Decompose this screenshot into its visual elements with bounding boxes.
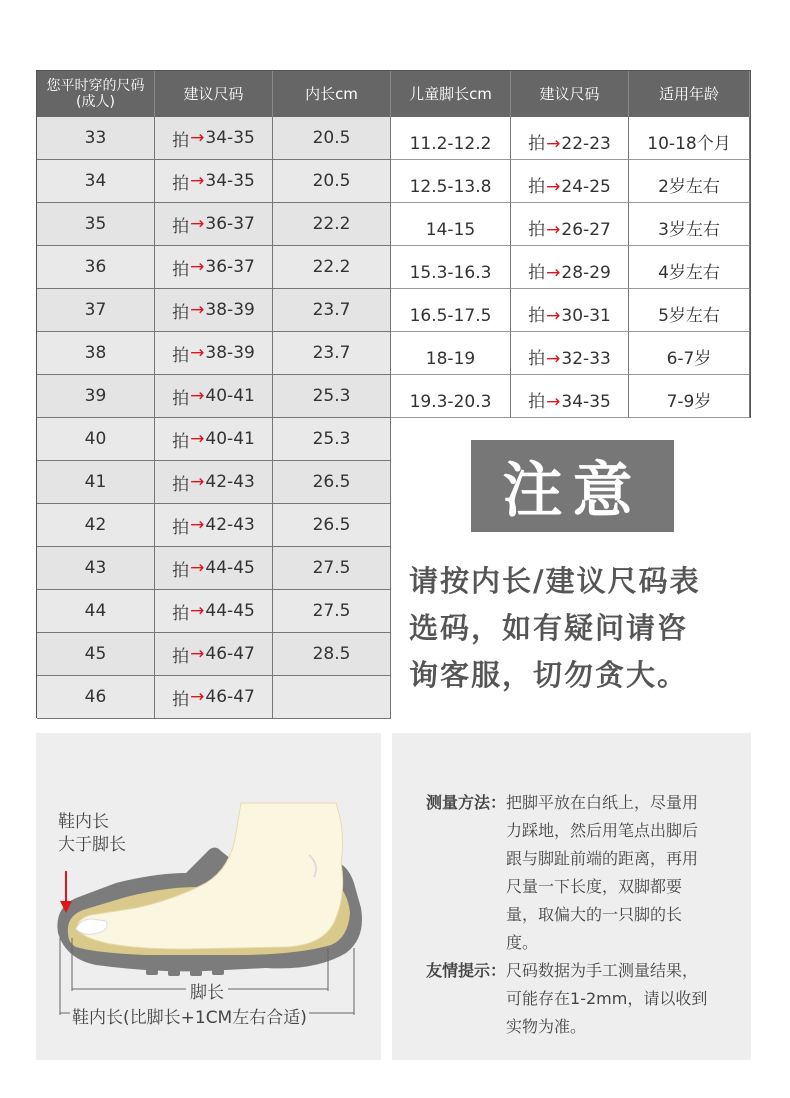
adult-suggest-cell (155, 203, 273, 246)
red-arrow-icon: → (190, 171, 205, 191)
friendly-tip-text: 尺码数据为手工测量结果，可能存在1-2mm，请以收到实物为准。 (506, 961, 708, 1036)
notice-line: 请按内长/建议尺码表 (409, 564, 701, 598)
notice-line: 询客服，切勿贪大。 (409, 658, 689, 692)
red-arrow-icon: → (546, 306, 561, 326)
size-table (36, 70, 751, 718)
red-arrow-icon: → (190, 429, 205, 449)
suggest-value: 44-45 (205, 601, 255, 621)
age-cell: 7-9岁 (629, 375, 750, 418)
suggest-prefix: 拍 (172, 259, 190, 280)
red-arrow-icon: → (190, 128, 205, 148)
adult-suggest-cell (155, 461, 273, 504)
suggest-prefix: 拍 (172, 388, 190, 409)
adult-size-cell: 36 (37, 246, 155, 289)
header-kid-foot: 儿童脚长cm (391, 71, 511, 117)
notice-title: 注意 (471, 440, 674, 532)
label-inner-length (58, 811, 126, 857)
suggest-value: 46-47 (205, 687, 255, 707)
inner-length-cell: 27.5 (273, 547, 391, 590)
suggest-value: 36-37 (205, 214, 255, 234)
suggest-value: 36-37 (205, 257, 255, 277)
kid-foot-cell: 19.3-20.3 (391, 375, 511, 418)
adult-suggest-cell (155, 418, 273, 461)
suggest-value: 34-35 (205, 128, 255, 148)
suggest-prefix: 拍 (172, 173, 190, 194)
suggest-prefix: 拍 (172, 474, 190, 495)
friendly-tip (426, 957, 708, 1041)
red-arrow-icon: → (190, 214, 205, 234)
inner-length-cell: 25.3 (273, 375, 391, 418)
suggest-value: 40-41 (205, 386, 255, 406)
kid-suggest-cell (511, 117, 629, 160)
kid-foot-cell: 14-15 (391, 203, 511, 246)
age-cell: 3岁左右 (629, 203, 750, 246)
inner-length-cell: 23.7 (273, 332, 391, 375)
header-age: 适用年龄 (629, 71, 750, 117)
kid-suggest-cell (511, 246, 629, 289)
adult-size-cell: 46 (37, 676, 155, 719)
notice-text (409, 558, 749, 699)
label-inner-line: 鞋内长 (58, 812, 109, 832)
red-arrow-icon: → (546, 392, 561, 412)
red-arrow-icon: → (190, 386, 205, 406)
adult-suggest-cell (155, 633, 273, 676)
adult-suggest-cell (155, 504, 273, 547)
kid-foot-cell: 15.3-16.3 (391, 246, 511, 289)
suggest-prefix: 拍 (528, 263, 546, 283)
adult-suggest-cell (155, 676, 273, 719)
suggest-value: 42-43 (205, 515, 255, 535)
inner-length-cell: 23.7 (273, 289, 391, 332)
inner-length-cell: 27.5 (273, 590, 391, 633)
inner-length-cell: 28.5 (273, 633, 391, 676)
suggest-prefix: 拍 (172, 216, 190, 237)
adult-suggest-cell (155, 246, 273, 289)
inner-length-cell: 25.3 (273, 418, 391, 461)
red-arrow-icon: → (190, 558, 205, 578)
red-arrow-icon: → (190, 515, 205, 535)
suggest-prefix: 拍 (172, 689, 190, 710)
red-arrow-icon: → (190, 687, 205, 707)
adult-suggest-cell (155, 375, 273, 418)
suggest-prefix: 拍 (172, 130, 190, 151)
suggest-value: 46-47 (205, 644, 255, 664)
red-arrow-icon: → (190, 601, 205, 621)
suggest-value: 34-35 (205, 171, 255, 191)
inner-length-cell: 22.2 (273, 246, 391, 289)
age-cell: 4岁左右 (629, 246, 750, 289)
adult-suggest-cell (155, 590, 273, 633)
suggest-prefix: 拍 (172, 603, 190, 624)
suggest-value: 22-23 (561, 134, 611, 154)
adult-suggest-cell (155, 547, 273, 590)
suggest-value: 28-29 (561, 263, 611, 283)
label-shoe-length: 鞋内长(比脚长+1CM左右合适) (70, 1003, 309, 1028)
notice-box (391, 418, 751, 718)
adult-size-cell: 38 (37, 332, 155, 375)
header-suggest: 建议尺码 (155, 71, 273, 117)
red-arrow-icon: → (546, 177, 561, 197)
red-arrow-icon: → (190, 472, 205, 492)
adult-size-cell: 43 (37, 547, 155, 590)
measure-method-text: 把脚平放在白纸上，尽量用力踩地，然后用笔点出脚后跟与脚趾前端的距离，再用尺量一下长度，双脚都要量，取偏大的一只脚的长度。 (506, 793, 699, 952)
kid-suggest-cell (511, 203, 629, 246)
suggest-value: 38-39 (205, 300, 255, 320)
adult-size-cell: 44 (37, 590, 155, 633)
label-inner-line: 大于脚长 (58, 835, 126, 855)
suggest-prefix: 拍 (172, 517, 190, 538)
label-foot-length: 脚长 (186, 978, 228, 1003)
suggest-prefix: 拍 (528, 220, 546, 240)
red-arrow-icon: → (190, 257, 205, 277)
suggest-value: 24-25 (561, 177, 611, 197)
inner-length-cell: 20.5 (273, 117, 391, 160)
red-arrow-icon: → (190, 644, 205, 664)
suggest-prefix: 拍 (172, 345, 190, 366)
suggest-value: 38-39 (205, 343, 255, 363)
kid-foot-cell: 11.2-12.2 (391, 117, 511, 160)
inner-length-cell: 22.2 (273, 203, 391, 246)
adult-size-cell: 41 (37, 461, 155, 504)
age-cell: 10-18个月 (629, 117, 750, 160)
suggest-prefix: 拍 (528, 392, 546, 412)
header-kid-suggest: 建议尺码 (511, 71, 629, 117)
inner-length-cell: 20.5 (273, 160, 391, 203)
adult-size-cell: 35 (37, 203, 155, 246)
age-cell: 6-7岁 (629, 332, 750, 375)
suggest-value: 42-43 (205, 472, 255, 492)
inner-length-cell (273, 676, 391, 719)
measure-method (426, 789, 708, 957)
suggest-prefix: 拍 (172, 431, 190, 452)
instructions-panel (392, 733, 751, 1060)
measure-method-label: 测量方法： (426, 793, 507, 812)
age-cell: 5岁左右 (629, 289, 750, 332)
friendly-tip-label: 友情提示： (426, 961, 507, 980)
suggest-value: 30-31 (561, 306, 611, 326)
red-arrow-icon: → (546, 349, 561, 369)
suggest-prefix: 拍 (528, 177, 546, 197)
kid-suggest-cell (511, 289, 629, 332)
kid-suggest-cell (511, 160, 629, 203)
header-adult-size: 您平时穿的尺码 (成人) (37, 71, 155, 117)
suggest-value: 40-41 (205, 429, 255, 449)
measure-diagram-panel (36, 733, 381, 1060)
kid-foot-cell: 16.5-17.5 (391, 289, 511, 332)
suggest-prefix: 拍 (172, 646, 190, 667)
suggest-prefix: 拍 (528, 349, 546, 369)
adult-size-cell: 37 (37, 289, 155, 332)
suggest-value: 26-27 (561, 220, 611, 240)
kid-foot-cell: 12.5-13.8 (391, 160, 511, 203)
kid-suggest-cell (511, 375, 629, 418)
inner-length-cell: 26.5 (273, 504, 391, 547)
red-arrow-icon: → (190, 343, 205, 363)
red-arrow-icon: → (546, 263, 561, 283)
adult-size-cell: 39 (37, 375, 155, 418)
notice-line: 选码，如有疑问请咨 (409, 611, 689, 645)
suggest-prefix: 拍 (528, 306, 546, 326)
kid-foot-cell: 18-19 (391, 332, 511, 375)
suggest-prefix: 拍 (172, 302, 190, 323)
suggest-value: 44-45 (205, 558, 255, 578)
header-inner-length: 内长cm (273, 71, 391, 117)
inner-length-cell: 26.5 (273, 461, 391, 504)
adult-suggest-cell (155, 160, 273, 203)
suggest-value: 34-35 (561, 392, 611, 412)
kid-suggest-cell (511, 332, 629, 375)
age-cell: 2岁左右 (629, 160, 750, 203)
adult-size-cell: 34 (37, 160, 155, 203)
suggest-prefix: 拍 (528, 134, 546, 154)
adult-size-cell: 40 (37, 418, 155, 461)
adult-suggest-cell (155, 289, 273, 332)
adult-suggest-cell (155, 117, 273, 160)
adult-size-cell: 33 (37, 117, 155, 160)
red-arrow-icon: → (546, 134, 561, 154)
suggest-value: 32-33 (561, 349, 611, 369)
red-arrow-icon: → (546, 220, 561, 240)
adult-size-cell: 42 (37, 504, 155, 547)
red-arrow-icon: → (190, 300, 205, 320)
adult-suggest-cell (155, 332, 273, 375)
adult-size-cell: 45 (37, 633, 155, 676)
suggest-prefix: 拍 (172, 560, 190, 581)
